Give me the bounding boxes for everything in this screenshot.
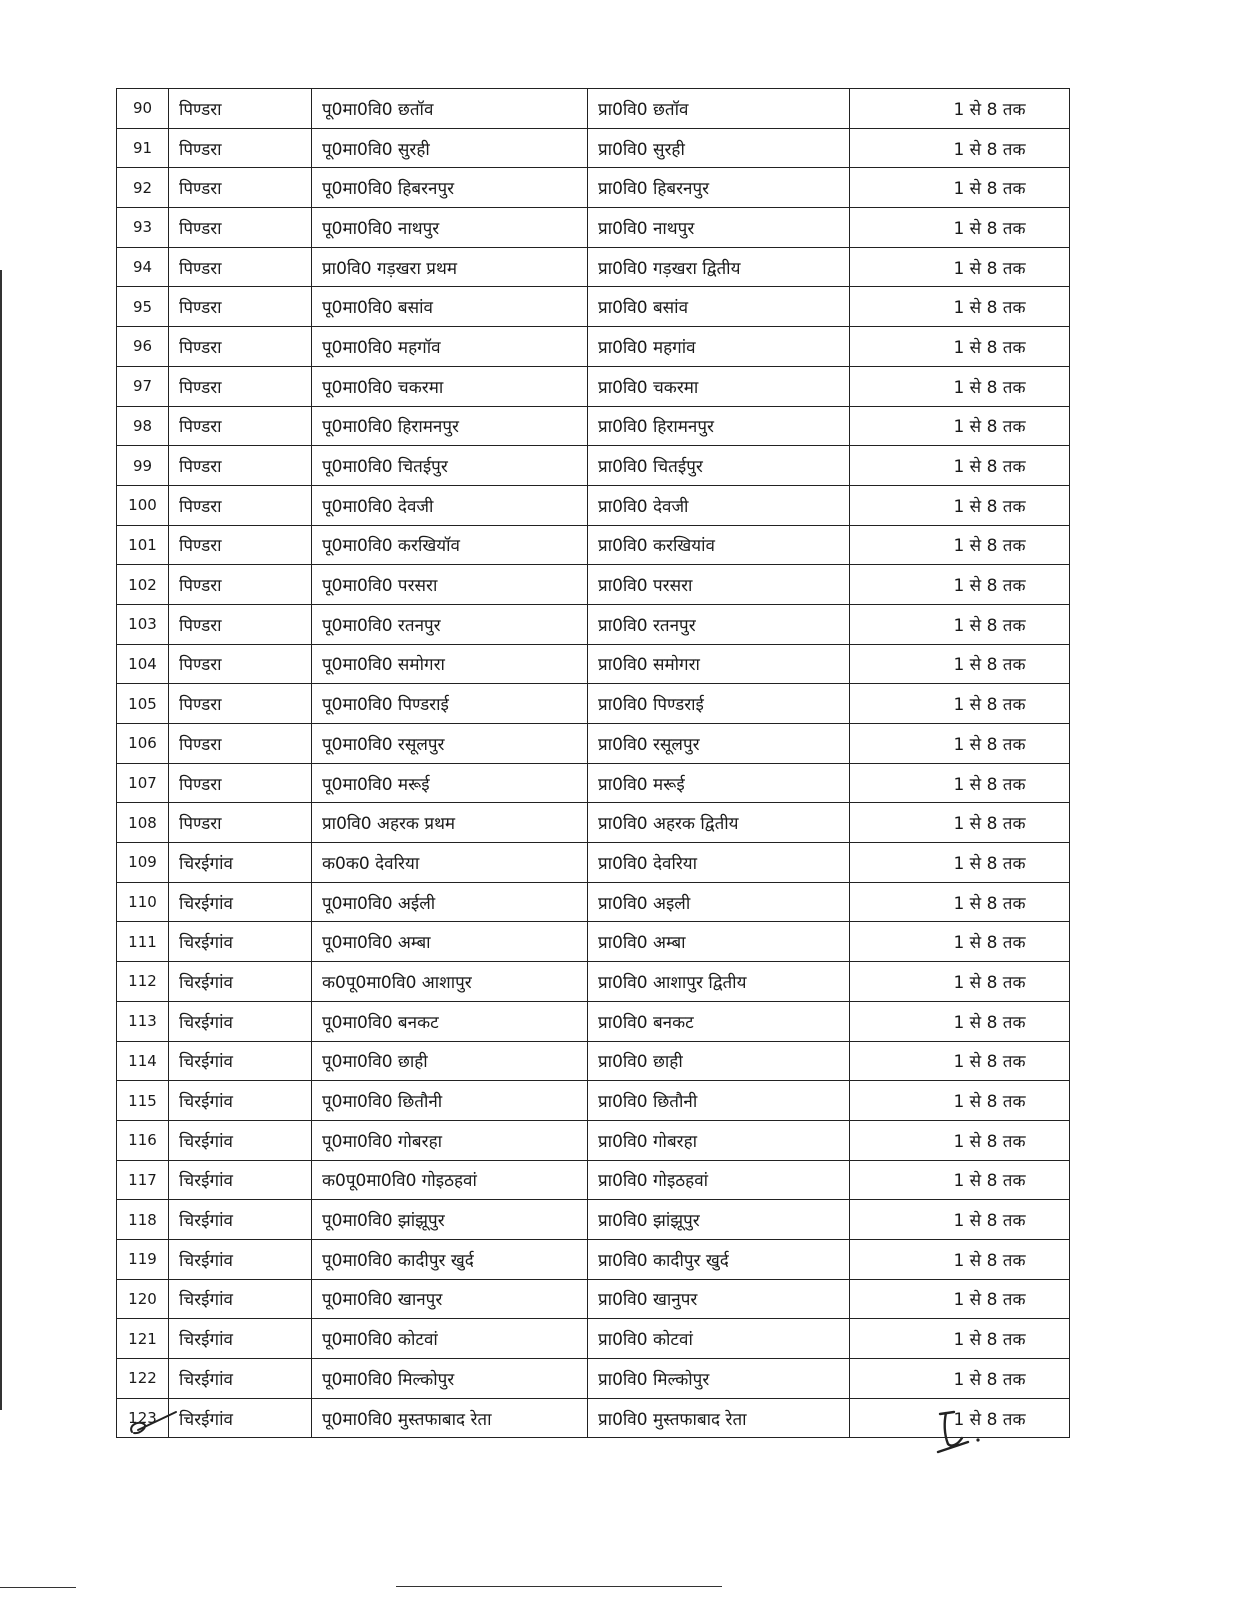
table-row — [117, 168, 1070, 208]
table-row — [117, 962, 1070, 1002]
merged-school-cell: प्रा0वि0 अम्बा — [588, 922, 850, 962]
school-name-cell: पू0मा0वि0 छाही — [312, 1041, 588, 1081]
class-range-cell: 1 से 8 तक — [850, 406, 1070, 446]
block-name-cell: चिरईगांव — [169, 922, 312, 962]
serial-number-cell: 117 — [117, 1160, 169, 1200]
class-range-cell: 1 से 8 तक — [850, 247, 1070, 287]
class-range-cell: 1 से 8 तक — [850, 1319, 1070, 1359]
block-name-cell: पिण्डरा — [169, 525, 312, 565]
serial-number-cell: 91 — [117, 128, 169, 168]
merged-school-cell: प्रा0वि0 चकरमा — [588, 366, 850, 406]
merged-school-cell: प्रा0वि0 झांझूपुर — [588, 1200, 850, 1240]
class-range-cell: 1 से 8 तक — [850, 684, 1070, 724]
school-name-cell: पू0मा0वि0 महगॉव — [312, 327, 588, 367]
table-row — [117, 882, 1070, 922]
merged-school-cell: प्रा0वि0 खानुपर — [588, 1279, 850, 1319]
table-row — [117, 724, 1070, 764]
merged-school-cell: प्रा0वि0 देवजी — [588, 485, 850, 525]
table-row — [117, 763, 1070, 803]
merged-school-cell: प्रा0वि0 कोटवां — [588, 1319, 850, 1359]
school-name-cell: पू0मा0वि0 देवजी — [312, 485, 588, 525]
serial-number-cell: 96 — [117, 327, 169, 367]
serial-number-cell: 114 — [117, 1041, 169, 1081]
serial-number-cell: 100 — [117, 485, 169, 525]
merged-school-cell: प्रा0वि0 बसांव — [588, 287, 850, 327]
school-name-cell: पू0मा0वि0 नाथपुर — [312, 208, 588, 248]
serial-number-cell: 94 — [117, 247, 169, 287]
table-row — [117, 1359, 1070, 1399]
table-body — [117, 89, 1070, 1438]
serial-number-cell: 95 — [117, 287, 169, 327]
class-range-cell: 1 से 8 तक — [850, 724, 1070, 764]
merged-school-cell: प्रा0वि0 रसूलपुर — [588, 724, 850, 764]
table-row — [117, 684, 1070, 724]
school-name-cell: पू0मा0वि0 करखियॉव — [312, 525, 588, 565]
serial-number-cell: 99 — [117, 446, 169, 486]
serial-number-cell: 112 — [117, 962, 169, 1002]
table-row — [117, 247, 1070, 287]
merged-school-cell: प्रा0वि0 अहरक द्वितीय — [588, 803, 850, 843]
table-row — [117, 89, 1070, 129]
merged-school-cell: प्रा0वि0 हिरामनपुर — [588, 406, 850, 446]
signature-mark — [924, 1404, 984, 1462]
serial-number-cell: 107 — [117, 763, 169, 803]
table-row — [117, 1081, 1070, 1121]
scan-edge-line — [0, 270, 2, 1410]
serial-number-cell: 119 — [117, 1239, 169, 1279]
serial-number-cell: 93 — [117, 208, 169, 248]
serial-number-cell: 103 — [117, 604, 169, 644]
class-range-cell: 1 से 8 तक — [850, 525, 1070, 565]
merged-school-cell: प्रा0वि0 अइली — [588, 882, 850, 922]
merged-school-cell: प्रा0वि0 समोगरा — [588, 644, 850, 684]
merged-school-cell: प्रा0वि0 चितईपुर — [588, 446, 850, 486]
block-name-cell: चिरईगांव — [169, 1279, 312, 1319]
table-row — [117, 287, 1070, 327]
school-name-cell: पू0मा0वि0 परसरा — [312, 565, 588, 605]
serial-number-cell: 101 — [117, 525, 169, 565]
merged-school-cell: प्रा0वि0 मिल्कोपुर — [588, 1359, 850, 1399]
school-name-cell: पू0मा0वि0 हिरामनपुर — [312, 406, 588, 446]
school-name-cell: पू0मा0वि0 चितईपुर — [312, 446, 588, 486]
class-range-cell: 1 से 8 तक — [850, 1200, 1070, 1240]
school-name-cell: पू0मा0वि0 कोटवां — [312, 1319, 588, 1359]
block-name-cell: पिण्डरा — [169, 89, 312, 129]
school-name-cell: पू0मा0वि0 सुरही — [312, 128, 588, 168]
merged-school-cell: प्रा0वि0 आशापुर द्वितीय — [588, 962, 850, 1002]
merged-school-cell: प्रा0वि0 हिबरनपुर — [588, 168, 850, 208]
block-name-cell: चिरईगांव — [169, 1081, 312, 1121]
merged-school-cell: प्रा0वि0 महगांव — [588, 327, 850, 367]
table-row — [117, 1239, 1070, 1279]
serial-number-cell: 108 — [117, 803, 169, 843]
school-name-cell: पू0मा0वि0 रसूलपुर — [312, 724, 588, 764]
school-name-cell: पू0मा0वि0 गोबरहा — [312, 1120, 588, 1160]
class-range-cell: 1 से 8 तक — [850, 327, 1070, 367]
school-name-cell: पू0मा0वि0 अईली — [312, 882, 588, 922]
table-row — [117, 644, 1070, 684]
block-name-cell: चिरईगांव — [169, 1359, 312, 1399]
merged-school-cell: प्रा0वि0 करखियांव — [588, 525, 850, 565]
school-name-cell: पू0मा0वि0 खानपुर — [312, 1279, 588, 1319]
merged-school-cell: प्रा0वि0 गोबरहा — [588, 1120, 850, 1160]
block-name-cell: पिण्डरा — [169, 446, 312, 486]
table-row — [117, 1120, 1070, 1160]
table-row — [117, 803, 1070, 843]
serial-number-cell: 105 — [117, 684, 169, 724]
block-name-cell: चिरईगांव — [169, 1319, 312, 1359]
school-name-cell: पू0मा0वि0 मरूई — [312, 763, 588, 803]
school-name-cell: पू0मा0वि0 कादीपुर खुर्द — [312, 1239, 588, 1279]
serial-number-cell: 116 — [117, 1120, 169, 1160]
serial-number-cell: 92 — [117, 168, 169, 208]
block-name-cell: चिरईगांव — [169, 1001, 312, 1041]
merged-school-cell: प्रा0वि0 छाही — [588, 1041, 850, 1081]
class-range-cell: 1 से 8 तक — [850, 1001, 1070, 1041]
merged-school-cell: प्रा0वि0 रतनपुर — [588, 604, 850, 644]
table-row — [117, 1041, 1070, 1081]
class-range-cell: 1 से 8 तक — [850, 922, 1070, 962]
table-row — [117, 446, 1070, 486]
class-range-cell: 1 से 8 तक — [850, 89, 1070, 129]
block-name-cell: पिण्डरा — [169, 406, 312, 446]
serial-number-cell: 121 — [117, 1319, 169, 1359]
class-range-cell: 1 से 8 तक — [850, 1120, 1070, 1160]
table-row — [117, 406, 1070, 446]
school-name-cell: पू0मा0वि0 रतनपुर — [312, 604, 588, 644]
block-name-cell: पिण्डरा — [169, 366, 312, 406]
table-row — [117, 1200, 1070, 1240]
merged-school-cell: प्रा0वि0 गोइठहवां — [588, 1160, 850, 1200]
serial-number-cell: 102 — [117, 565, 169, 605]
block-name-cell: चिरईगांव — [169, 882, 312, 922]
merged-school-cell: प्रा0वि0 सुरही — [588, 128, 850, 168]
block-name-cell: पिण्डरा — [169, 208, 312, 248]
class-range-cell: 1 से 8 तक — [850, 168, 1070, 208]
school-name-cell: पू0मा0वि0 बसांव — [312, 287, 588, 327]
block-name-cell: पिण्डरा — [169, 604, 312, 644]
school-name-cell: क0पू0मा0वि0 आशापुर — [312, 962, 588, 1002]
block-name-cell: पिण्डरा — [169, 724, 312, 764]
class-range-cell: 1 से 8 तक — [850, 565, 1070, 605]
school-name-cell: पू0मा0वि0 पिण्डराई — [312, 684, 588, 724]
table-row — [117, 128, 1070, 168]
class-range-cell: 1 से 8 तक — [850, 882, 1070, 922]
merged-school-cell: प्रा0वि0 छितौनी — [588, 1081, 850, 1121]
school-name-cell: पू0मा0वि0 मुस्तफाबाद रेता — [312, 1398, 588, 1438]
table-row — [117, 1319, 1070, 1359]
class-range-cell: 1 से 8 तक — [850, 763, 1070, 803]
serial-number-cell: 106 — [117, 724, 169, 764]
block-name-cell: चिरईगांव — [169, 962, 312, 1002]
serial-number-cell: 104 — [117, 644, 169, 684]
merged-school-cell: प्रा0वि0 कादीपुर खुर्द — [588, 1239, 850, 1279]
merged-school-cell: प्रा0वि0 नाथपुर — [588, 208, 850, 248]
serial-number-cell: 115 — [117, 1081, 169, 1121]
block-name-cell: चिरईगांव — [169, 1398, 312, 1438]
serial-number-cell: 97 — [117, 366, 169, 406]
serial-number-cell: 90 — [117, 89, 169, 129]
block-name-cell: पिण्डरा — [169, 247, 312, 287]
school-name-cell: पू0मा0वि0 छतॉव — [312, 89, 588, 129]
class-range-cell: 1 से 8 तक — [850, 803, 1070, 843]
table-row — [117, 485, 1070, 525]
block-name-cell: पिण्डरा — [169, 565, 312, 605]
serial-number-cell: 123 — [117, 1398, 169, 1438]
serial-number-cell: 118 — [117, 1200, 169, 1240]
table-row — [117, 525, 1070, 565]
merged-school-cell: प्रा0वि0 पिण्डराई — [588, 684, 850, 724]
school-name-cell: पू0मा0वि0 अम्बा — [312, 922, 588, 962]
table-row — [117, 1001, 1070, 1041]
table-row — [117, 604, 1070, 644]
class-range-cell: 1 से 8 तक — [850, 962, 1070, 1002]
merged-school-cell: प्रा0वि0 गड़खरा द्वितीय — [588, 247, 850, 287]
block-name-cell: पिण्डरा — [169, 287, 312, 327]
block-name-cell: चिरईगांव — [169, 1200, 312, 1240]
block-name-cell: पिण्डरा — [169, 684, 312, 724]
block-name-cell: पिण्डरा — [169, 128, 312, 168]
footer-rule-center — [396, 1586, 722, 1587]
merged-school-cell: प्रा0वि0 मरूई — [588, 763, 850, 803]
class-range-cell: 1 से 8 तक — [850, 843, 1070, 883]
class-range-cell: 1 से 8 तक — [850, 1279, 1070, 1319]
class-range-cell: 1 से 8 तक — [850, 1160, 1070, 1200]
table-row — [117, 327, 1070, 367]
serial-number-cell: 109 — [117, 843, 169, 883]
block-name-cell: पिण्डरा — [169, 485, 312, 525]
table-row — [117, 366, 1070, 406]
table-row — [117, 1160, 1070, 1200]
class-range-cell: 1 से 8 तक — [850, 128, 1070, 168]
school-name-cell: क0पू0मा0वि0 गोइठहवां — [312, 1160, 588, 1200]
block-name-cell: पिण्डरा — [169, 327, 312, 367]
block-name-cell: चिरईगांव — [169, 1041, 312, 1081]
school-name-cell: पू0मा0वि0 बनकट — [312, 1001, 588, 1041]
school-name-cell: प्रा0वि0 गड़खरा प्रथम — [312, 247, 588, 287]
class-range-cell: 1 से 8 तक — [850, 644, 1070, 684]
block-name-cell: चिरईगांव — [169, 1160, 312, 1200]
class-range-cell: 1 से 8 तक — [850, 1359, 1070, 1399]
serial-number-cell: 122 — [117, 1359, 169, 1399]
serial-number-cell: 110 — [117, 882, 169, 922]
class-range-cell: 1 से 8 तक — [850, 446, 1070, 486]
table-row — [117, 843, 1070, 883]
school-name-cell: पू0मा0वि0 हिबरनपुर — [312, 168, 588, 208]
class-range-cell: 1 से 8 तक — [850, 1239, 1070, 1279]
table-row — [117, 565, 1070, 605]
merged-school-cell: प्रा0वि0 मुस्तफाबाद रेता — [588, 1398, 850, 1438]
school-name-cell: क0क0 देवरिया — [312, 843, 588, 883]
school-name-cell: पू0मा0वि0 चकरमा — [312, 366, 588, 406]
serial-number-cell: 98 — [117, 406, 169, 446]
school-merger-table — [116, 88, 1070, 1438]
school-name-cell: पू0मा0वि0 छितौनी — [312, 1081, 588, 1121]
class-range-cell: 1 से 8 तक — [850, 287, 1070, 327]
serial-number-cell: 120 — [117, 1279, 169, 1319]
block-name-cell: चिरईगांव — [169, 1239, 312, 1279]
class-range-cell: 1 से 8 तक — [850, 1081, 1070, 1121]
merged-school-cell: प्रा0वि0 छतॉव — [588, 89, 850, 129]
block-name-cell: पिण्डरा — [169, 763, 312, 803]
initials-mark — [124, 1408, 180, 1442]
block-name-cell: पिण्डरा — [169, 803, 312, 843]
school-name-cell: पू0मा0वि0 मिल्कोपुर — [312, 1359, 588, 1399]
school-name-cell: पू0मा0वि0 झांझूपुर — [312, 1200, 588, 1240]
class-range-cell: 1 से 8 तक — [850, 604, 1070, 644]
block-name-cell: पिण्डरा — [169, 168, 312, 208]
block-name-cell: चिरईगांव — [169, 843, 312, 883]
merged-school-cell: प्रा0वि0 परसरा — [588, 565, 850, 605]
class-range-cell: 1 से 8 तक — [850, 1398, 1070, 1438]
serial-number-cell: 111 — [117, 922, 169, 962]
footer-rule-left — [0, 1587, 76, 1588]
school-name-cell: प्रा0वि0 अहरक प्रथम — [312, 803, 588, 843]
school-name-cell: पू0मा0वि0 समोगरा — [312, 644, 588, 684]
class-range-cell: 1 से 8 तक — [850, 485, 1070, 525]
table-row — [117, 208, 1070, 248]
class-range-cell: 1 से 8 तक — [850, 1041, 1070, 1081]
block-name-cell: चिरईगांव — [169, 1120, 312, 1160]
merged-school-cell: प्रा0वि0 बनकट — [588, 1001, 850, 1041]
serial-number-cell: 113 — [117, 1001, 169, 1041]
block-name-cell: पिण्डरा — [169, 644, 312, 684]
table-row — [117, 922, 1070, 962]
merged-school-cell: प्रा0वि0 देवरिया — [588, 843, 850, 883]
table-row — [117, 1279, 1070, 1319]
class-range-cell: 1 से 8 तक — [850, 208, 1070, 248]
class-range-cell: 1 से 8 तक — [850, 366, 1070, 406]
